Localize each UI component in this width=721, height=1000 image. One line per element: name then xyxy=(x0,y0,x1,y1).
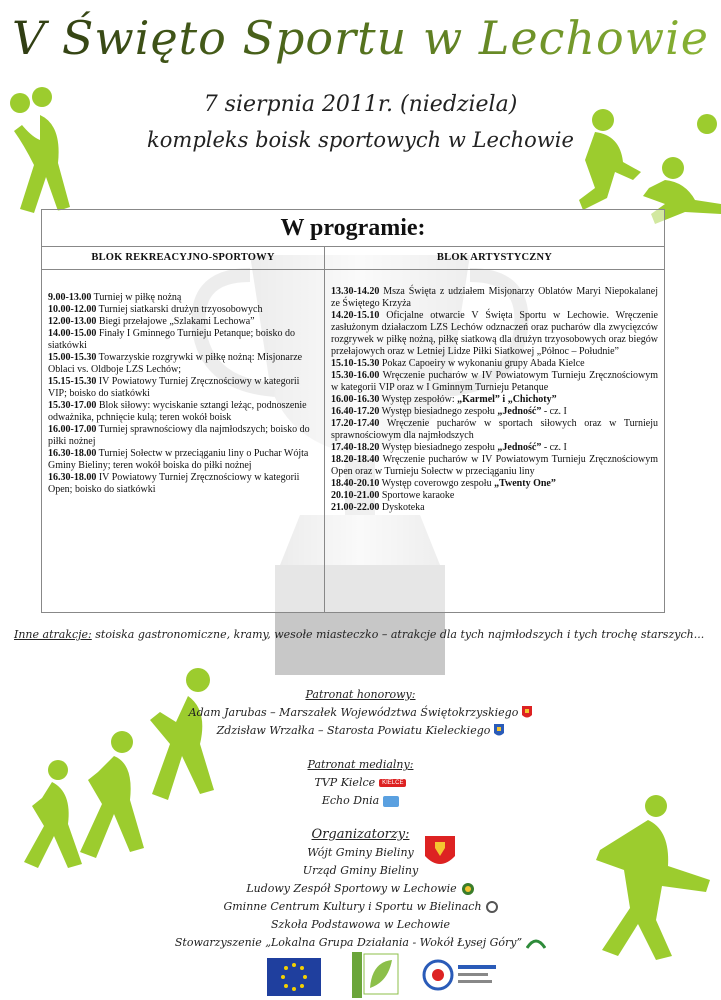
honorary-line: Zdzisław Wrzałka – Starosta Powiatu Kieleckiego xyxy=(0,722,721,740)
program-item-time: 16.00-16.30 xyxy=(331,394,380,405)
program-item-text: Biegi przełajowe „Szlakami Lechowa” xyxy=(96,316,255,327)
program-item-text: Turniej w piłkę nożną xyxy=(91,292,182,303)
lgd-logo-icon xyxy=(526,936,546,950)
program-item-time: 14.20-15.10 xyxy=(331,310,380,321)
right-column-header: BLOK ARTYSTYCZNY xyxy=(325,247,664,270)
left-column-header: BLOK REKREACYJNO-SPORTOWY xyxy=(42,247,324,270)
program-item-suffix: - cz. I xyxy=(541,406,567,417)
organizer-line: Szkoła Podstawowa w Lechowie xyxy=(270,918,451,931)
organizer-line: Urząd Gminy Bieliny xyxy=(302,864,419,877)
coat-of-arms-icon xyxy=(494,724,504,738)
tvp-logo-icon: KIELCE xyxy=(379,779,406,787)
organizer-line: Ludowy Zespół Sportowy w Lechowie xyxy=(0,880,721,898)
program-item-time: 12.00-13.00 xyxy=(48,316,97,327)
honorary-patronage xyxy=(0,686,721,740)
program-item-text: Msza Święta z udziałem Misjonarzy Oblatów Maryi Niepokalanej ze Świętego Krzyża xyxy=(331,286,658,309)
program-item xyxy=(331,418,658,442)
program-item xyxy=(48,316,318,328)
media-heading: Patronat medialny: xyxy=(307,758,414,771)
program-item-text: Wręczenie pucharów w sportach siłowych oraz w Turnieju sprawnościowym dla najmłodszych xyxy=(331,418,658,441)
program-item-time: 21.00-22.00 xyxy=(331,502,380,513)
prow-logo-icon xyxy=(420,955,500,997)
program-item-performer: „Twenty One” xyxy=(494,478,556,489)
program-item-text: IV Powiatowy Turniej Zręcznościowy w kategorii Open; boisko do siatkówki xyxy=(48,472,300,495)
program-item-text: Wręczenie pucharów w IV Powiatowym Turnieju Zręcznościowym Open oraz w Turnieju Sołectw w przeciąganiu liny xyxy=(331,454,658,477)
honorary-heading: Patronat honorowy: xyxy=(305,688,416,701)
program-item xyxy=(331,454,658,478)
program-item xyxy=(331,502,658,514)
program-item-text: Występ biesiadnego zespołu xyxy=(379,442,498,453)
gmina-coat-of-arms-icon xyxy=(425,836,455,870)
leader-logo-icon xyxy=(352,952,400,998)
organizers xyxy=(0,826,721,952)
program-item-performer: „Jedność” xyxy=(497,406,542,417)
program-item xyxy=(48,448,318,472)
program-item xyxy=(48,352,318,376)
program-item xyxy=(331,406,658,418)
program-item-time: 15.10-15.30 xyxy=(331,358,380,369)
program-item xyxy=(48,400,318,424)
program-item-time: 10.00-12.00 xyxy=(48,304,97,315)
program-item-text: IV Powiatowy Turniej Zręcznościowy w kategorii VIP; boisko do siatkówki xyxy=(48,376,300,399)
echo-dnia-logo-icon xyxy=(383,796,399,807)
program-item-text: Blok siłowy: wyciskanie sztangi leżąc, podnoszenie odważnika, pchnięcie kulą; teren wokół boisk xyxy=(48,400,307,423)
program-item-text: Sportowe karaoke xyxy=(379,490,455,501)
program-item xyxy=(331,370,658,394)
program-item-time: 15.30-17.00 xyxy=(48,400,97,411)
program-item-text: Dyskoteka xyxy=(379,502,425,513)
program-item xyxy=(331,394,658,406)
program-item-text: Występ zespołów: xyxy=(379,394,458,405)
program-item xyxy=(48,304,318,316)
program-item-time: 15.15-15.30 xyxy=(48,376,97,387)
program-heading: W programie: xyxy=(42,210,664,247)
program-item-text: Turniej siatkarski drużyn trzyosobowych xyxy=(96,304,263,315)
program-item-time: 16.40-17.20 xyxy=(331,406,380,417)
program-item-time: 15.30-16.00 xyxy=(331,370,380,381)
media-line: TVP Kielce KIELCE xyxy=(0,774,721,792)
honorary-line: Adam Jarubas – Marszałek Województwa Świętokrzyskiego xyxy=(0,704,721,722)
program-item xyxy=(331,358,658,370)
coat-of-arms-icon xyxy=(522,706,532,720)
program-item-time: 16.30-18.00 xyxy=(48,448,97,459)
organizer-line: Wójt Gminy Bieliny xyxy=(307,846,414,859)
program-table xyxy=(41,209,665,613)
program-item xyxy=(48,292,318,304)
program-item-time: 18.20-18.40 xyxy=(331,454,380,465)
program-item-performer: „Karmel” i „Chichoty” xyxy=(457,394,557,405)
program-item-text: Turniej sprawnościowy dla najmłodszych; boisko do piłki nożnej xyxy=(48,424,310,447)
program-item xyxy=(48,376,318,400)
program-item-text: Wręczenie pucharów w IV Powiatowym Turnieju Zręcznościowym w kategorii VIP oraz w I Gminnym Turnieju Petanque xyxy=(331,370,658,393)
program-item-text: Pokaz Capoeiry w wykonaniu grupy Abada Kielce xyxy=(379,358,585,369)
program-item-suffix: - cz. I xyxy=(541,442,567,453)
program-item xyxy=(331,310,658,358)
program-item-time: 14.00-15.00 xyxy=(48,328,97,339)
organizers-heading: Organizatorzy: xyxy=(311,827,410,842)
program-item xyxy=(331,478,658,490)
program-item-time: 9.00-13.00 xyxy=(48,292,92,303)
organizer-line: Gminne Centrum Kultury i Sportu w Bielinach xyxy=(0,898,721,916)
eu-flag-icon xyxy=(267,958,321,996)
program-item-text: Finały I Gminnego Turnieju Petanque; boisko do siatkówki xyxy=(48,328,295,351)
media-line: Echo Dnia xyxy=(0,792,721,810)
program-item-time: 18.40-20.10 xyxy=(331,478,380,489)
right-column-body xyxy=(325,270,664,514)
program-item-time: 15.00-15.30 xyxy=(48,352,97,363)
program-item xyxy=(331,286,658,310)
program-item-time: 20.10-21.00 xyxy=(331,490,380,501)
program-item-time: 17.20-17.40 xyxy=(331,418,380,429)
program-item xyxy=(331,490,658,502)
program-item xyxy=(48,472,318,496)
other-attractions-label: Inne atrakcje: xyxy=(14,628,92,641)
program-item-time: 16.30-18.00 xyxy=(48,472,97,483)
left-column-body xyxy=(42,270,324,496)
program-item-text: Występ coverowgo zespołu xyxy=(379,478,495,489)
program-left-column xyxy=(42,247,325,612)
program-item xyxy=(48,328,318,352)
other-attractions-text: stoiska gastronomiczne, kramy, wesołe miasteczko – atrakcje dla tych najmłodszych i tych trochę starszych... xyxy=(91,628,705,641)
other-attractions xyxy=(14,628,714,641)
program-item-text: Towarzyskie rozgrywki w piłkę nożną: Misjonarze Oblaci vs. Oldboje LZS Lechów; xyxy=(48,352,303,375)
program-item xyxy=(331,442,658,454)
event-title: V Święto Sportu w Lechowie xyxy=(0,8,721,68)
program-item-time: 13.30-14.20 xyxy=(331,286,380,297)
gcks-logo-icon xyxy=(486,901,498,913)
program-item-performer: „Jedność” xyxy=(497,442,542,453)
program-item xyxy=(48,424,318,448)
program-item-text: Oficjalne otwarcie V Święta Sportu w Lechowie. Wręczenie zasłużonym działaczom LZS Lechów odznaczeń oraz pucharów dla zwycięzców rozgrywek w piłkę nożną, piłkę siatkową dla drużyn trzyosobowych oraz biegów przełajowych oraz w Letniej Lidze Piłki Siatkowej „Północ – Południe” xyxy=(331,310,658,357)
program-item-time: 16.00-17.00 xyxy=(48,424,97,435)
event-date: 7 sierpnia 2011r. (niedziela) xyxy=(203,92,518,117)
program-item-text: Występ biesiadnego zespołu xyxy=(379,406,498,417)
event-place: kompleks boisk sportowych w Lechowie xyxy=(147,128,574,152)
organizer-line: Stowarzyszenie „Lokalna Grupa Działania - Wokół Łysej Góry” xyxy=(0,934,721,952)
program-right-column xyxy=(325,247,664,612)
program-item-text: Turniej Sołectw w przeciąganiu liny o Puchar Wójta Gminy Bieliny; teren wokół boiska do piłki nożnej xyxy=(48,448,309,471)
program-item-time: 17.40-18.20 xyxy=(331,442,380,453)
media-patronage xyxy=(0,756,721,810)
lzs-logo-icon xyxy=(461,882,475,896)
